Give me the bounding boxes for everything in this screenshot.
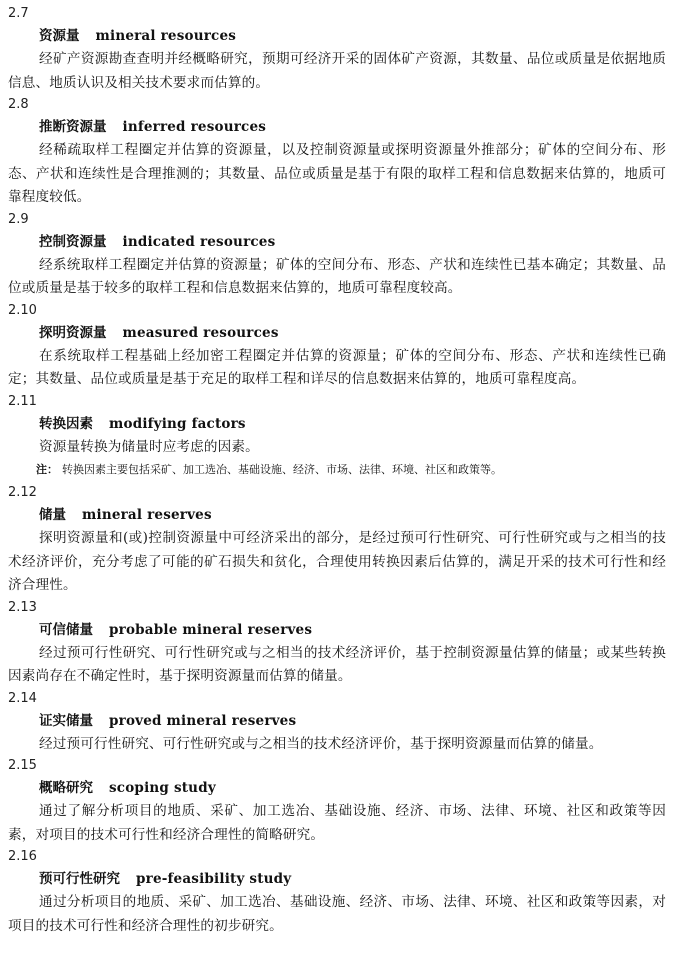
clause-number: 2.16	[8, 849, 37, 864]
clause-number: 2.11	[8, 393, 37, 409]
term-heading	[8, 504, 666, 527]
term-entry-2-9	[8, 210, 666, 301]
term-chinese: 储量	[39, 507, 66, 523]
term-entry-2-13	[8, 598, 666, 689]
term-english: measured resources	[122, 324, 279, 341]
term-chinese: 概略研究	[39, 780, 93, 796]
term-heading	[8, 25, 666, 48]
term-chinese: 推断资源量	[39, 119, 107, 135]
clause-number: 2.10	[8, 302, 37, 318]
term-heading	[8, 231, 666, 254]
term-definition: 经矿产资源勘查查明并经概略研究，预期可经济开采的固体矿产资源，其数量、品位或质量是依据地质信息、地质认识及相关技术要求而估算的。	[8, 51, 666, 91]
term-english: inferred resources	[122, 119, 267, 135]
term-note	[8, 459, 666, 483]
term-definition: 经过预可行性研究、可行性研究或与之相当的技术经济评价，基于探明资源量而估算的储量。	[39, 735, 603, 752]
clause-number: 2.15	[8, 758, 37, 773]
clause-number: 2.12	[8, 485, 37, 500]
term-heading	[8, 116, 666, 139]
term-definition: 经稀疏取样工程圈定并估算的资源量，以及控制资源量或探明资源量外推部分；矿体的空间分布、形态、产状和连续性是合理推测的；其数量、品位或质量是基于有限的取样工程和信息数据来估算的，地质可靠程度较低。	[8, 142, 666, 205]
term-heading	[8, 322, 666, 345]
term-english: modifying factors	[109, 415, 246, 432]
term-entry-2-12	[8, 483, 666, 598]
term-definition: 通过分析项目的地质、采矿、加工选冶、基础设施、经济、市场、法律、环境、社区和政策等因素，对项目的技术可行性和经济合理性的初步研究。	[8, 894, 666, 934]
term-entry-2-10	[8, 301, 666, 392]
term-entry-2-11	[8, 392, 666, 484]
term-english: mineral reserves	[82, 507, 212, 523]
term-heading	[8, 413, 666, 436]
term-english: pre-feasibility study	[136, 871, 292, 887]
term-chinese: 可信储量	[39, 621, 93, 638]
term-chinese: 证实储量	[39, 712, 93, 729]
term-entry-2-14	[8, 689, 666, 757]
term-heading	[8, 777, 666, 800]
term-heading	[8, 868, 666, 891]
term-heading	[8, 710, 666, 733]
term-chinese: 资源量	[39, 28, 80, 44]
clause-number: 2.14	[8, 690, 37, 706]
term-heading	[8, 619, 666, 642]
term-english: indicated resources	[122, 233, 276, 250]
term-definition: 资源量转换为储量时应考虑的因素。	[39, 438, 259, 455]
note-text: 转换因素主要包括采矿、加工选冶、基础设施、经济、市场、法律、环境、社区和政策等。	[62, 463, 502, 476]
term-entry-2-15	[8, 756, 666, 847]
clause-number: 2.7	[8, 6, 29, 21]
clause-number: 2.13	[8, 599, 37, 615]
term-definition: 经系统取样工程圈定并估算的资源量；矿体的空间分布、形态、产状和连续性已基本确定；其数量、品位或质量是基于较多的取样工程和信息数据来估算的，地质可靠程度较高。	[8, 256, 666, 296]
term-entry-2-7	[8, 4, 666, 95]
term-entry-2-16	[8, 847, 666, 938]
term-english: probable mineral reserves	[109, 621, 313, 638]
term-definition: 在系统取样工程基础上经加密工程圈定并估算的资源量；矿体的空间分布、形态、产状和连续性已确定；其数量、品位或质量是基于充足的取样工程和详尽的信息数据来估算的，地质可靠程度高。	[8, 347, 666, 387]
term-definition: 探明资源量和(或)控制资源量中可经济采出的部分，是经过预可行性研究、可行性研究或与之相当的技术经济评价，充分考虑了可能的矿石损失和贫化，合理使用转换因素后估算的，满足开采的技术可行性和经济合理性。	[8, 530, 666, 593]
term-definition: 经过预可行性研究、可行性研究或与之相当的技术经济评价，基于控制资源量估算的储量；或某些转换因素尚存在不确定性时，基于探明资源量而估算的储量。	[8, 644, 666, 684]
term-entry-2-8	[8, 95, 666, 210]
term-chinese: 预可行性研究	[39, 871, 120, 887]
term-chinese: 控制资源量	[39, 233, 107, 250]
term-chinese: 探明资源量	[39, 324, 107, 341]
term-english: proved mineral reserves	[109, 712, 297, 729]
term-definition: 通过了解分析项目的地质、采矿、加工选冶、基础设施、经济、市场、法律、环境、社区和政策等因素，对项目的技术可行性和经济合理性的简略研究。	[8, 803, 666, 843]
clause-number: 2.8	[8, 97, 29, 112]
clause-number: 2.9	[8, 211, 29, 227]
term-english: scoping study	[109, 780, 216, 796]
term-english: mineral resources	[95, 28, 237, 44]
term-chinese: 转换因素	[39, 415, 93, 432]
note-label: 注：	[36, 463, 58, 476]
